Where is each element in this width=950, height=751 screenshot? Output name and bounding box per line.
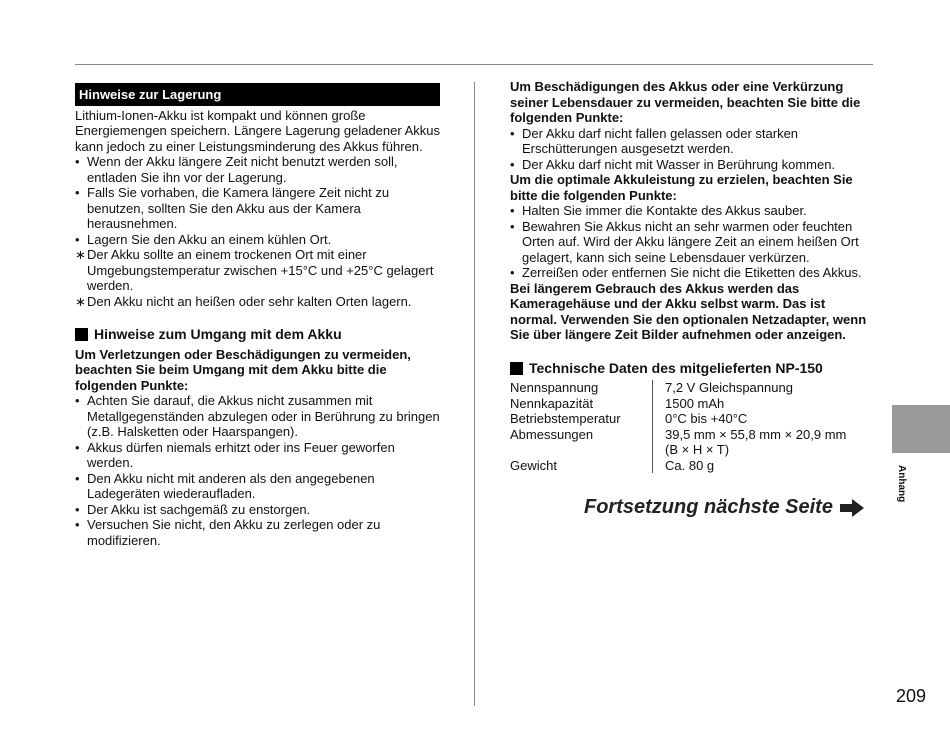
list-item-text: Akkus dürfen niemals erhitzt oder ins Feuer geworfen werden. [87, 439, 395, 470]
table-row [510, 442, 846, 458]
spec-value: 1500 mAh [665, 395, 725, 411]
spec-label [510, 442, 653, 458]
handling-intro: Um Verletzungen oder Beschädigungen zu vermeiden, beachten Sie beim Umgang mit dem Akku bitte die folgenden Punkte: [75, 346, 411, 393]
list-item-text: Bewahren Sie Akkus nicht an sehr warmen oder feuchten Orten auf. Wird der Akku längere Zeit an einem heißen Ort gelagert, kann sich seine Lebensdauer verkürzen. [522, 218, 859, 265]
spec-value: 0°C bis +40°C [665, 411, 748, 426]
list-item [75, 154, 440, 185]
asterisk-mark: ∗ [75, 293, 86, 309]
performance-list [510, 203, 875, 281]
list-item-text: Der Akku darf nicht fallen gelassen oder starken Erschütterungen ausgesetzt werden. [522, 125, 799, 156]
list-item-text: Den Akku nicht mit anderen als den angegebenen Ladegeräten wiederaufladen. [87, 470, 375, 501]
list-item-text: Falls Sie vorhaben, die Kamera längere Zeit nicht zu benutzen, sollten Sie den Akku aus der Kamera herausnehmen. [87, 185, 390, 231]
warm-note: Bei längerem Gebrauch des Akkus werden das Kameragehäuse und der Akku selbst warm. Das ist normal. Verwenden Sie den optionalen Netzadapter, wenn Sie über längere Zeit Bilder aufnehmen oder anzeigen. [510, 280, 867, 342]
list-item-text: Achten Sie darauf, die Akkus nicht zusammen mit Metallgegenständen abzulegen oder in Berührung zu bringen (z.B. Halsketten oder Haarspangen). [87, 393, 440, 439]
page-number: 209 [896, 686, 927, 706]
bullet-mark: • [510, 125, 515, 141]
list-item [75, 517, 440, 548]
bullet-mark: • [510, 265, 515, 280]
list-item [75, 471, 440, 502]
spec-label: Betriebstemperatur [510, 411, 653, 427]
list-item [75, 294, 440, 310]
list-item [75, 440, 440, 471]
storage-section-title: Hinweise zur Lagerung [75, 83, 440, 106]
list-item [75, 393, 440, 440]
left-column [75, 83, 440, 548]
list-item [510, 157, 875, 173]
bullet-mark: • [75, 393, 80, 408]
spec-value: (B × H × T) [665, 442, 730, 457]
specs-title: Technische Daten des mitgelieferten NP-150 [529, 359, 823, 376]
bullet-mark: • [75, 231, 80, 247]
spec-value: 39,5 mm × 55,8 mm × 20,9 mm [665, 426, 847, 442]
column-divider [474, 82, 475, 706]
bullet-mark: • [510, 156, 515, 172]
handling-heading [75, 327, 440, 343]
list-item [510, 126, 875, 157]
damage-list [510, 126, 875, 173]
table-row [510, 458, 846, 474]
specs-table [510, 380, 846, 473]
table-row [510, 411, 846, 427]
top-rule [75, 64, 873, 65]
spec-label: Nennkapazität [510, 396, 653, 412]
list-item [75, 502, 440, 518]
storage-list [75, 154, 440, 309]
bullet-mark: • [75, 185, 80, 200]
list-item-text: Der Akku ist sachgemäß zu enstorgen. [87, 501, 311, 517]
list-item-text: Den Akku nicht an heißen oder sehr kalten Orten lagern. [87, 293, 412, 309]
storage-intro: Lithium-Ionen-Akku ist kompakt und können große Energiemengen speichern. Längere Lagerung geladener Akkus kann jedoch zu einer Leistungsminderung des Akkus führen. [75, 107, 440, 154]
list-item-text: Versuchen Sie nicht, den Akku zu zerlegen oder zu modifizieren. [87, 517, 381, 548]
list-item-text: Halten Sie immer die Kontakte des Akkus sauber. [522, 203, 807, 218]
damage-heading: Um Beschädigungen des Akkus oder eine Verkürzung seiner Lebensdauer zu vermeiden, beachten Sie bitte die folgenden Punkte: [510, 79, 861, 125]
table-row [510, 427, 846, 443]
list-item-text: Zerreißen oder entfernen Sie nicht die Etiketten des Akkus. [522, 265, 862, 280]
spec-label: Abmessungen [510, 427, 653, 443]
continue-next-page [584, 496, 865, 519]
table-row [510, 380, 846, 396]
table-row [510, 396, 846, 412]
bullet-mark: • [75, 470, 80, 486]
spec-value: 7,2 V Gleichspannung [665, 380, 793, 395]
black-square-icon [510, 362, 523, 375]
bullet-mark: • [75, 439, 80, 455]
right-column [510, 79, 875, 473]
black-square-icon [75, 328, 88, 341]
bullet-mark: • [75, 501, 80, 517]
spec-label: Nennspannung [510, 380, 653, 396]
list-item [510, 203, 875, 219]
continue-label: Fortsetzung nächste Seite [584, 496, 833, 518]
bullet-mark: • [75, 517, 80, 532]
side-tab-label: Anhang [896, 465, 907, 503]
asterisk-mark: ∗ [75, 247, 86, 262]
bullet-mark: • [510, 218, 515, 234]
specs-heading [510, 361, 875, 377]
bullet-mark: • [75, 154, 80, 169]
bullet-mark: • [510, 203, 515, 218]
list-item [75, 232, 440, 248]
list-item-text: Lagern Sie den Akku an einem kühlen Ort. [87, 231, 332, 247]
handling-title: Hinweise zum Umgang mit dem Akku [94, 326, 342, 342]
spec-label: Gewicht [510, 458, 653, 474]
section-tab-marker [892, 405, 950, 453]
performance-heading: Um die optimale Akkuleistung zu erzielen, beachten Sie bitte die folgenden Punkte: [510, 172, 853, 203]
list-item-text: Wenn der Akku längere Zeit nicht benutzt werden soll, entladen Sie ihn vor der Lagerung. [87, 154, 398, 185]
list-item [75, 247, 440, 294]
list-item-text: Der Akku darf nicht mit Wasser in Berührung kommen. [522, 156, 836, 172]
handling-list [75, 393, 440, 548]
list-item [510, 265, 875, 281]
list-item [75, 185, 440, 232]
spec-value: Ca. 80 g [665, 457, 715, 473]
arrow-right-icon [839, 498, 865, 518]
list-item [510, 219, 875, 266]
list-item-text: Der Akku sollte an einem trockenen Ort mit einer Umgebungstemperatur zwischen +15°C und +25°C gelagert werden. [87, 247, 434, 293]
